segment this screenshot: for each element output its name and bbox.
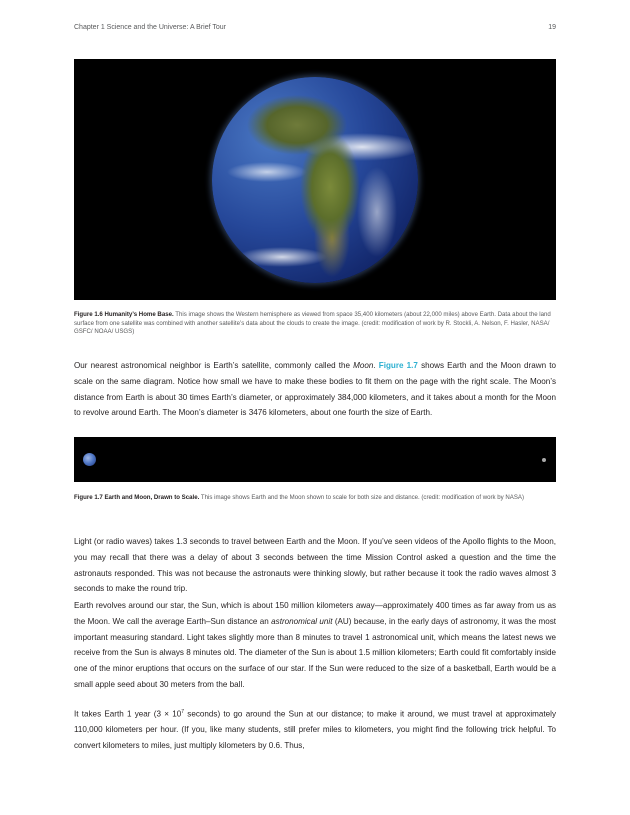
earth-small (83, 453, 96, 466)
paragraph-moon (74, 358, 556, 421)
exponent: 7 (181, 709, 185, 715)
paragraph-sun-text-2: (AU) because, in the early days of astronomy, it was the most important measuring standard. Light takes slightly more than 8 minutes to travel 1 astronomical unit, which means the latest news we receive from the Sun is always 8 minutes old. The diameter of the Sun is about 1.5 million kilometers; Earth could fit comfortably inside one of the minor eruptions that occurs on the surface of our star. If the Sun were reduced to the size of a basketball, Earth would be a small apple seed about 30 meters from the ball. (74, 616, 556, 689)
paragraph-sun (74, 598, 556, 693)
figure-earth-moon-image (74, 437, 556, 482)
figure-1-7-label: Figure 1.7 Earth and Moon, Drawn to Scale. (74, 494, 200, 501)
paragraph-sun-text-1: Earth revolves around our star, the Sun, which is about 150 million kilometers away—approximately 400 times as far away from us as the Moon. We call the average Earth–Sun distance an (74, 601, 556, 626)
figure-1-7-text: This image shows Earth and the Moon shown to scale for both size and distance. (credit: modification of work by NASA) (200, 494, 525, 501)
earth-globe (212, 77, 418, 283)
paragraph-orbit (74, 705, 556, 754)
running-header: Chapter 1 Science and the Universe: A Brief Tour (74, 24, 227, 31)
figure-1-7-link[interactable]: Figure 1.7 (378, 361, 418, 370)
figure-1-6-label: Figure 1.6 Humanity’s Home Base. (74, 311, 174, 318)
moon-term: Moon (353, 361, 374, 370)
paragraph-moon-text-2: . (373, 361, 379, 370)
moon-small (542, 458, 546, 462)
paragraph-light-travel: Light (or radio waves) takes 1.3 seconds to travel between Earth and the Moon. If you’ve seen videos of the Apollo flights to the Moon, you may recall that there was a delay of about 3 seconds between the time Mission Control asked a question and the time the astronauts responded. This was not because the astronauts were thinking slowly, but rather because it took the radio waves almost 3 seconds to make the round trip. (74, 537, 556, 594)
paragraph-moon-text-1: Our nearest astronomical neighbor is Earth’s satellite, commonly called the (74, 361, 354, 370)
paragraph-orbit-text-2: seconds) to go around the Sun at our distance; to make it around, we must travel at approximately 110,000 kilometers per hour. (If you, like many students, still prefer miles to kilometers, you might find the following trick helpful. To convert kilometers to miles, just multiply kilometers by 0.6. Thus, (74, 709, 556, 751)
paragraph-moon-text-3: shows Earth and the Moon drawn to scale on the same diagram. Notice how small we have to make these bodies to fit them on the page with the right scale. The Moon’s distance from Earth is about 30 times Earth’s diameter, or approximately 384,000 kilometers, and it takes about a month for the Moon to revolve around Earth. The Moon’s diameter is 3476 kilometers, about one fourth the size of Earth. (74, 361, 556, 418)
figure-1-7-caption (74, 494, 556, 503)
page-number: 19 (548, 24, 556, 31)
figure-1-6-text: This image shows the Western hemisphere as viewed from space 35,400 kilometers (about 22,000 miles) above Earth. Data about the land surface from one satellite was combined with another satellite’s data about the clouds to create the image. (credit: modification of work by R. Stockli, A. Nelson, F. Hasler, NASA/ GSFC/ NOAA/ USGS) (74, 311, 551, 336)
figure-1-6-caption (74, 311, 556, 337)
figure-earth-image (74, 59, 556, 300)
astronomical-unit-term: astronomical unit (271, 616, 333, 626)
paragraph-orbit-text-1: It takes Earth 1 year (3 × 10 (74, 709, 182, 719)
